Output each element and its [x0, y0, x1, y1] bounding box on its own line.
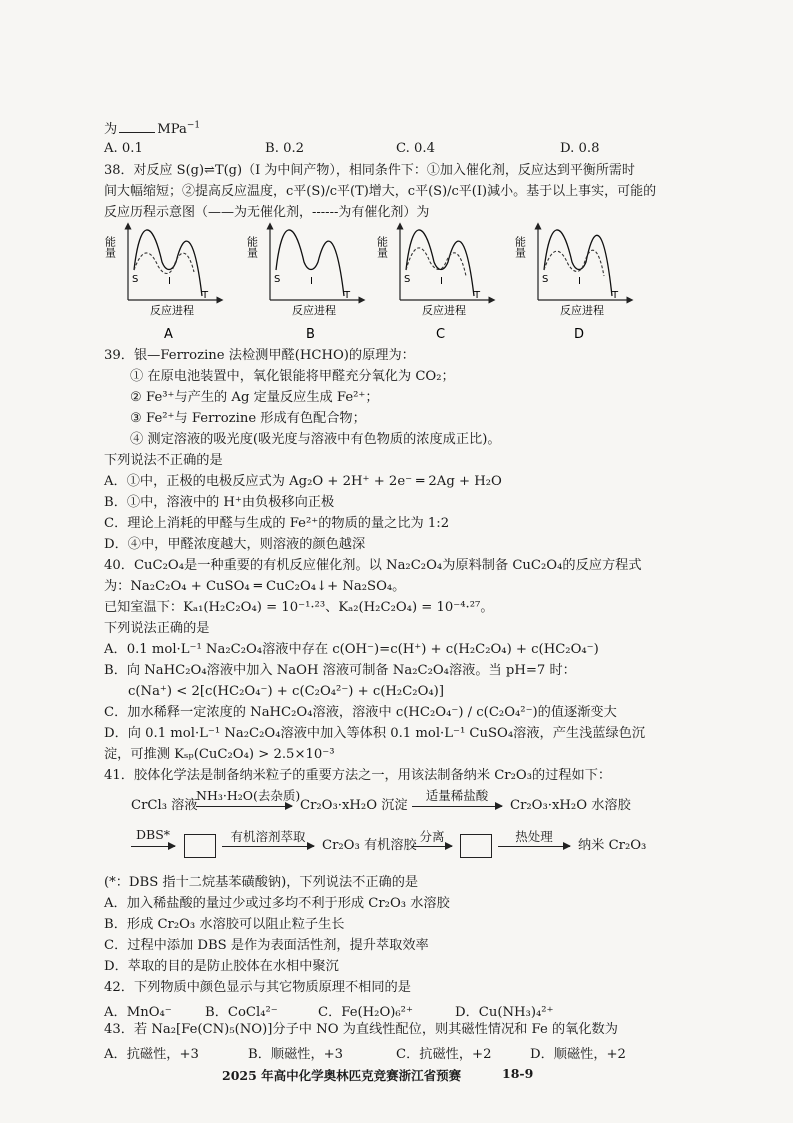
xlabel: 反应进程: [422, 304, 466, 317]
flow-end: Cr₂O₃·xH₂O 水溶胶: [510, 798, 631, 813]
q42-option-b: B．CoCl₄²⁻: [205, 1005, 278, 1020]
q40-option-d-line2: 淀，可推测 Kₛₚ(CuC₂O₄) > 2.5×10⁻³: [104, 747, 335, 762]
q37-unit-sup: −1: [186, 120, 201, 131]
flow-start: CrCl₃ 溶液: [131, 798, 198, 813]
q39-option-d: D．④中，甲醛浓度越大，则溶液的颜色越深: [104, 537, 366, 552]
q40-option-b-line1: B．向 NaHC₂O₄溶液中加入 NaOH 溶液可制备 Na₂C₂O₄溶液。当 pH=7 时：: [104, 663, 576, 678]
q43-option-c: C．抗磁性，+2: [396, 1047, 492, 1062]
q42-option-d: D．Cu(NH₃)₄²⁺: [455, 1005, 554, 1020]
flow-arrow2-label: 适量稀盐酸: [425, 788, 489, 803]
q38-stem-line3: 反应历程示意图（——为无催化剂，------为有催化剂）为: [104, 205, 430, 220]
q43-option-a: A．抗磁性，+3: [104, 1047, 199, 1062]
label-i: I: [578, 276, 581, 287]
q37-answer-line: [104, 121, 200, 138]
diagram-d: [514, 226, 631, 342]
answer-blank: [119, 121, 155, 133]
q42-stem: 42．下列物质中颜色显示与其它物质原理不相同的是: [104, 980, 411, 995]
q37-option-b: B. 0.2: [265, 141, 305, 156]
flow2-arrow1-label: DBS*: [135, 827, 171, 842]
q40-option-d-line1: D．向 0.1 mol·L⁻¹ Na₂C₂O₄溶液中加入等体积 0.1 mol·L⁻¹ CuSO₄溶液，产生浅蓝绿色沉: [104, 726, 646, 741]
q40-stem-line3: 已知室温下：Kₐ₁(H₂C₂O₄) = 10⁻¹·²³、Kₐ₂(H₂C₂O₄) = 10⁻⁴·²⁷。: [104, 600, 494, 615]
ylabel: 能量: [245, 236, 259, 258]
label-t: T: [474, 290, 481, 301]
q41-option-b: B．形成 Cr₂O₃ 水溶胶可以阻止粒子生长: [104, 917, 345, 932]
q39-option-c: C．理论上消耗的甲醛与生成的 Fe²⁺的物质的量之比为 1:2: [104, 516, 450, 531]
q39-option-b: B．①中，溶液中的 H⁺由负极移向正极: [104, 495, 335, 510]
flow2-arrow2-label: 有机溶剂萃取: [230, 829, 306, 844]
q42-option-c: C．Fe(H₂O)₆²⁺: [318, 1005, 413, 1020]
xlabel: 反应进程: [150, 304, 194, 317]
flow2-mid: Cr₂O₃ 有机溶胶: [322, 838, 417, 853]
q38-stem-line2: 间大幅缩短；②提高反应温度，c平(S)/c平(T)增大，c平(S)/c平(I)減小。基于以上事实，可能的: [104, 184, 657, 199]
label-i: I: [168, 276, 171, 287]
flow2-arrow3-label: 分离: [419, 829, 445, 844]
q37-prefix: 为: [104, 122, 118, 137]
q37-option-d: D. 0.8: [560, 141, 600, 156]
q41-option-d: D．萃取的目的是防止胶体在水相中聚沉: [104, 959, 339, 974]
q39-item-4: ④ 测定溶液的吸光度(吸光度与溶液中有色物质的浓度成正比)。: [130, 432, 501, 447]
q43-option-d: D．顺磁性，+2: [530, 1047, 626, 1062]
flow-arrow1: [196, 806, 292, 807]
option-b-label: B: [306, 327, 315, 342]
q40-option-a: A．0.1 mol·L⁻¹ Na₂C₂O₄溶液中存在 c(OH⁻)=c(H⁺) + c(H₂C₂O₄) + c(HC₂O₄⁻): [104, 642, 599, 657]
q40-ask: 下列说法正确的是: [104, 621, 210, 636]
q41-note: (*：DBS 指十二烷基苯磺酸钠)，下列说法不正确的是: [104, 875, 419, 890]
option-d-label: D: [574, 327, 585, 342]
flow2-arrow2: [222, 846, 314, 847]
q40-stem-line2: 为：Na₂C₂O₄ + CuSO₄ ═ CuC₂O₄↓+ Na₂SO₄。: [104, 579, 406, 594]
diagram-a: [104, 226, 221, 342]
label-s: S: [404, 274, 411, 285]
flow2-arrow4-label: 热处理: [515, 829, 553, 844]
energy-diagrams-svg: [103, 222, 750, 352]
flow2-arrow4: [498, 846, 570, 847]
ylabel: 能量: [375, 236, 389, 258]
q38-stem-line1: 38．对反应 S(g)⇌T(g)（I 为中间产物），相同条件下：①加入催化剂，反应达到平衡所需时: [104, 163, 635, 178]
unknown-box-1: [184, 834, 216, 858]
q39-item-2: ② Fe³⁺与产生的 Ag 定量反应生成 Fe²⁺；: [130, 390, 379, 405]
q43-option-b: B．顺磁性，+3: [248, 1047, 344, 1062]
footer-title: 2025 年高中化学奥林匹克竞赛浙江省预赛: [222, 1068, 462, 1083]
label-t: T: [202, 290, 209, 301]
q42-option-a: A．MnO₄⁻: [104, 1005, 172, 1020]
flow2-arrow1: [131, 846, 175, 847]
label-s: S: [274, 274, 281, 285]
flow2-end: 纳米 Cr₂O₃: [578, 838, 647, 853]
page-number: 18-9: [502, 1066, 534, 1081]
flow-mid: Cr₂O₃·xH₂O 沉淀: [300, 798, 408, 813]
q40-option-b-line2: c(Na⁺) < 2[c(HC₂O₄⁻) + c(C₂O₄²⁻) + c(H₂C₂O₄)]: [128, 684, 444, 699]
flow2-arrow3: [412, 846, 452, 847]
unknown-box-2: [460, 834, 492, 858]
q39-stem: 39．银—Ferrozine 法检测甲醛(HCHO)的原理为：: [104, 348, 415, 363]
q37-option-a: A. 0.1: [104, 141, 143, 156]
option-c-label: C: [436, 327, 446, 342]
xlabel: 反应进程: [560, 304, 604, 317]
flow-arrow1-label: NH₃·H₂O(去杂质): [196, 788, 301, 803]
q40-stem-line1: 40．CuC₂O₄是一种重要的有机反应催化剂。以 Na₂C₂O₄为原料制备 CuC₂O₄的反应方程式: [104, 558, 642, 573]
label-i: I: [440, 276, 443, 287]
label-i: I: [310, 276, 313, 287]
q37-unit: MPa: [157, 122, 187, 137]
q39-option-a: A．①中，正极的电极反应式为 Ag₂O + 2H⁺ + 2e⁻ ═ 2Ag + H₂O: [104, 474, 502, 489]
q43-stem: 43．若 Na₂[Fe(CN)₅(NO)]分子中 NO 为直线性配位，则其磁性情况和 Fe 的氧化数为: [104, 1022, 618, 1037]
q40-option-c: C．加水稀释一定浓度的 NaHC₂O₄溶液，溶液中 c(HC₂O₄⁻) / c(C₂O₄²⁻)的值逐渐变大: [104, 705, 617, 720]
energy-diagrams: [103, 222, 750, 352]
label-t: T: [612, 290, 619, 301]
q41-option-c: C．过程中添加 DBS 是作为表面活性剂，提升萃取效率: [104, 938, 429, 953]
label-s: S: [542, 274, 549, 285]
diagram-b: [246, 226, 363, 342]
label-t: T: [344, 290, 351, 301]
q39-item-3: ③ Fe²⁺与 Ferrozine 形成有色配合物；: [130, 411, 366, 426]
q41-stem: 41．胶体化学法是制备纳米粒子的重要方法之一，用该法制备纳米 Cr₂O₃的过程如下：: [104, 768, 612, 783]
diagram-c: [376, 226, 493, 342]
flow-arrow2: [412, 806, 502, 807]
q39-item-1: ① 在原电池装置中，氧化银能将甲醛充分氧化为 CO₂；: [130, 369, 455, 384]
q37-option-c: C. 0.4: [396, 141, 435, 156]
label-s: S: [132, 274, 139, 285]
xlabel: 反应进程: [292, 304, 336, 317]
ylabel: 能量: [513, 236, 527, 258]
option-a-label: A: [164, 327, 173, 342]
q39-ask: 下列说法不正确的是: [104, 453, 223, 468]
q41-option-a: A．加入稀盐酸的量过少或过多均不利于形成 Cr₂O₃ 水溶胶: [104, 896, 450, 911]
ylabel: 能量: [103, 236, 117, 258]
